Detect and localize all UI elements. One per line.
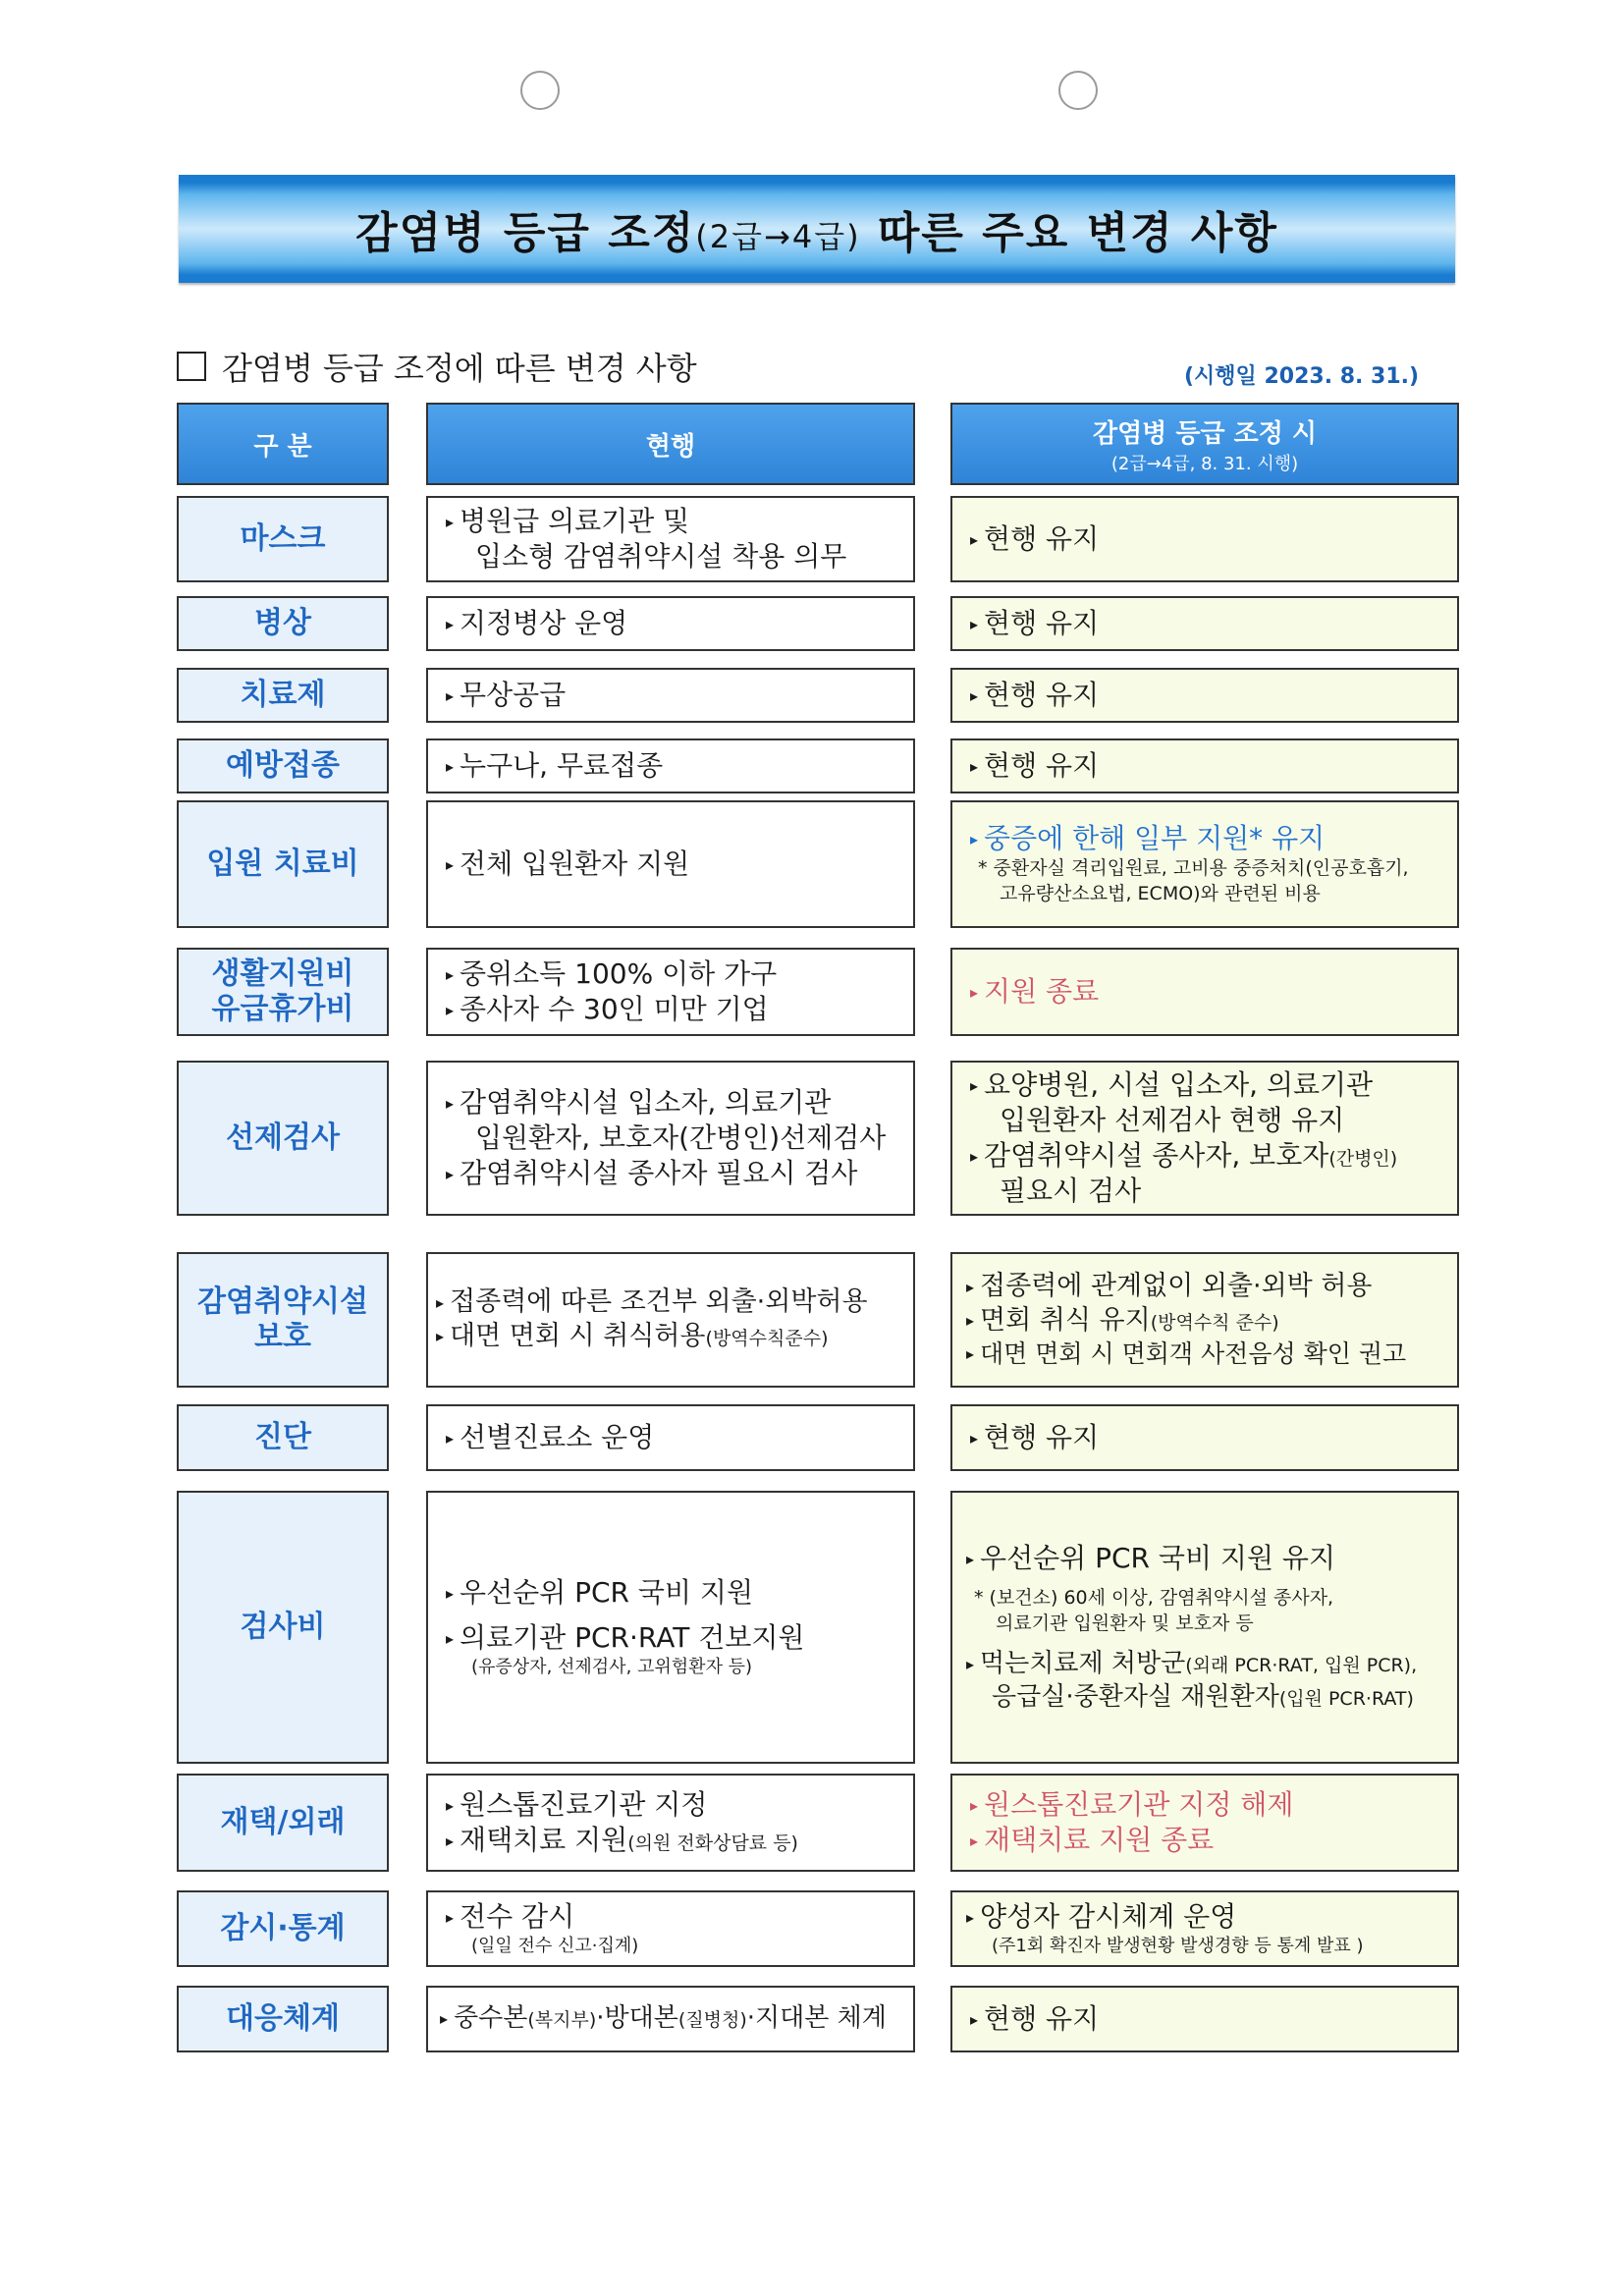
category-response-system: 대응체계 xyxy=(177,1986,389,2052)
current-response-system: ▸ 중수본(복지부)·방대본(질병청)·지대본 체계 xyxy=(426,1986,915,2052)
header-changed: 감염병 등급 조정 시 (2급→4급, 8. 31. 시행) xyxy=(950,403,1459,485)
page-title: 감염병 등급 조정(2급→4급) 따른 주요 변경 사항 xyxy=(355,208,1278,258)
category-facility-protection: 감염취약시설 보호 xyxy=(177,1252,389,1388)
current-hospitalization-cost: ▸ 전체 입원환자 지원 xyxy=(426,800,915,928)
category-surveillance: 감시·통계 xyxy=(177,1890,389,1967)
current-diagnosis: ▸ 선별진료소 운영 xyxy=(426,1404,915,1471)
changed-hospitalization-cost: ▸ 중증에 한해 일부 지원* 유지 * 중환자실 격리입원료, 고비용 중증처치(인공호흡기, 고유량산소요법, ECMO)와 관련된 비용 xyxy=(950,800,1459,928)
category-beds: 병상 xyxy=(177,596,389,651)
current-treatment: ▸ 무상공급 xyxy=(426,668,915,723)
current-preemptive-test: ▸ 감염취약시설 입소자, 의료기관 입원환자, 보호자(간병인)선제검사 ▸ 감염취약시설 종사자 필요시 검사 xyxy=(426,1061,915,1216)
category-diagnosis: 진단 xyxy=(177,1404,389,1471)
category-test-cost: 검사비 xyxy=(177,1491,389,1764)
current-facility-protection: ▸ 접종력에 따른 조건부 외출·외박허용 ▸ 대면 면회 시 취식허용(방역수칙준수) xyxy=(426,1252,915,1388)
category-home-outpatient: 재택/외래 xyxy=(177,1774,389,1872)
changed-vaccination: ▸ 현행 유지 xyxy=(950,738,1459,793)
category-preemptive-test: 선제검사 xyxy=(177,1061,389,1216)
current-home-outpatient: ▸ 원스톱진료기관 지정 ▸ 재택치료 지원(의원 전화상담료 등) xyxy=(426,1774,915,1872)
header-current: 현행 xyxy=(426,403,915,485)
changed-living-support: ▸ 지원 종료 xyxy=(950,948,1459,1036)
current-vaccination: ▸ 누구나, 무료접종 xyxy=(426,738,915,793)
changed-beds: ▸ 현행 유지 xyxy=(950,596,1459,651)
current-beds: ▸ 지정병상 운영 xyxy=(426,596,915,651)
changed-diagnosis: ▸ 현행 유지 xyxy=(950,1404,1459,1471)
section-heading: 감염병 등급 조정에 따른 변경 사항 xyxy=(177,344,697,389)
current-surveillance: ▸ 전수 감시 (일일 전수 신고·집계) xyxy=(426,1890,915,1967)
changed-surveillance: ▸ 양성자 감시체계 운영 (주1회 확진자 발생현황 발생경향 등 통계 발표 ) xyxy=(950,1890,1459,1967)
binder-hole-left xyxy=(520,71,560,110)
changed-facility-protection: ▸ 접종력에 관계없이 외출·외박 허용 ▸ 면회 취식 유지(방역수칙 준수) ▸ 대면 면회 시 면회객 사전음성 확인 권고 xyxy=(950,1252,1459,1388)
changed-test-cost: ▸ 우선순위 PCR 국비 지원 유지 * (보건소) 60세 이상, 감염취약시설 종사자, 의료기관 입원환자 및 보호자 등 ▸ 먹는치료제 처방군(외래 PCR·RAT, 입원 PCR), 응급실·중환자실 재원환자(입원 PCR·RAT) xyxy=(950,1491,1459,1764)
current-mask: ▸ 병원급 의료기관 및 입소형 감염취약시설 착용 의무 xyxy=(426,496,915,582)
binder-hole-right xyxy=(1058,71,1098,110)
current-test-cost: ▸ 우선순위 PCR 국비 지원 ▸ 의료기관 PCR·RAT 건보지원 (유증상자, 선제검사, 고위험환자 등) xyxy=(426,1491,915,1764)
changed-home-outpatient: ▸ 원스톱진료기관 지정 해제 ▸ 재택치료 지원 종료 xyxy=(950,1774,1459,1872)
changed-response-system: ▸ 현행 유지 xyxy=(950,1986,1459,2052)
category-hospitalization-cost: 입원 치료비 xyxy=(177,800,389,928)
current-living-support: ▸ 중위소득 100% 이하 가구 ▸ 종사자 수 30인 미만 기업 xyxy=(426,948,915,1036)
category-living-support: 생활지원비 유급휴가비 xyxy=(177,948,389,1036)
category-vaccination: 예방접종 xyxy=(177,738,389,793)
category-treatment: 치료제 xyxy=(177,668,389,723)
checkbox-icon xyxy=(177,352,206,381)
effective-date: (시행일 2023. 8. 31.) xyxy=(1184,364,1420,389)
changed-mask: ▸ 현행 유지 xyxy=(950,496,1459,582)
changed-preemptive-test: ▸ 요양병원, 시설 입소자, 의료기관 입원환자 선제검사 현행 유지 ▸ 감염취약시설 종사자, 보호자(간병인) 필요시 검사 xyxy=(950,1061,1459,1216)
header-category: 구 분 xyxy=(177,403,389,485)
category-mask: 마스크 xyxy=(177,496,389,582)
title-banner xyxy=(179,175,1455,283)
changed-treatment: ▸ 현행 유지 xyxy=(950,668,1459,723)
